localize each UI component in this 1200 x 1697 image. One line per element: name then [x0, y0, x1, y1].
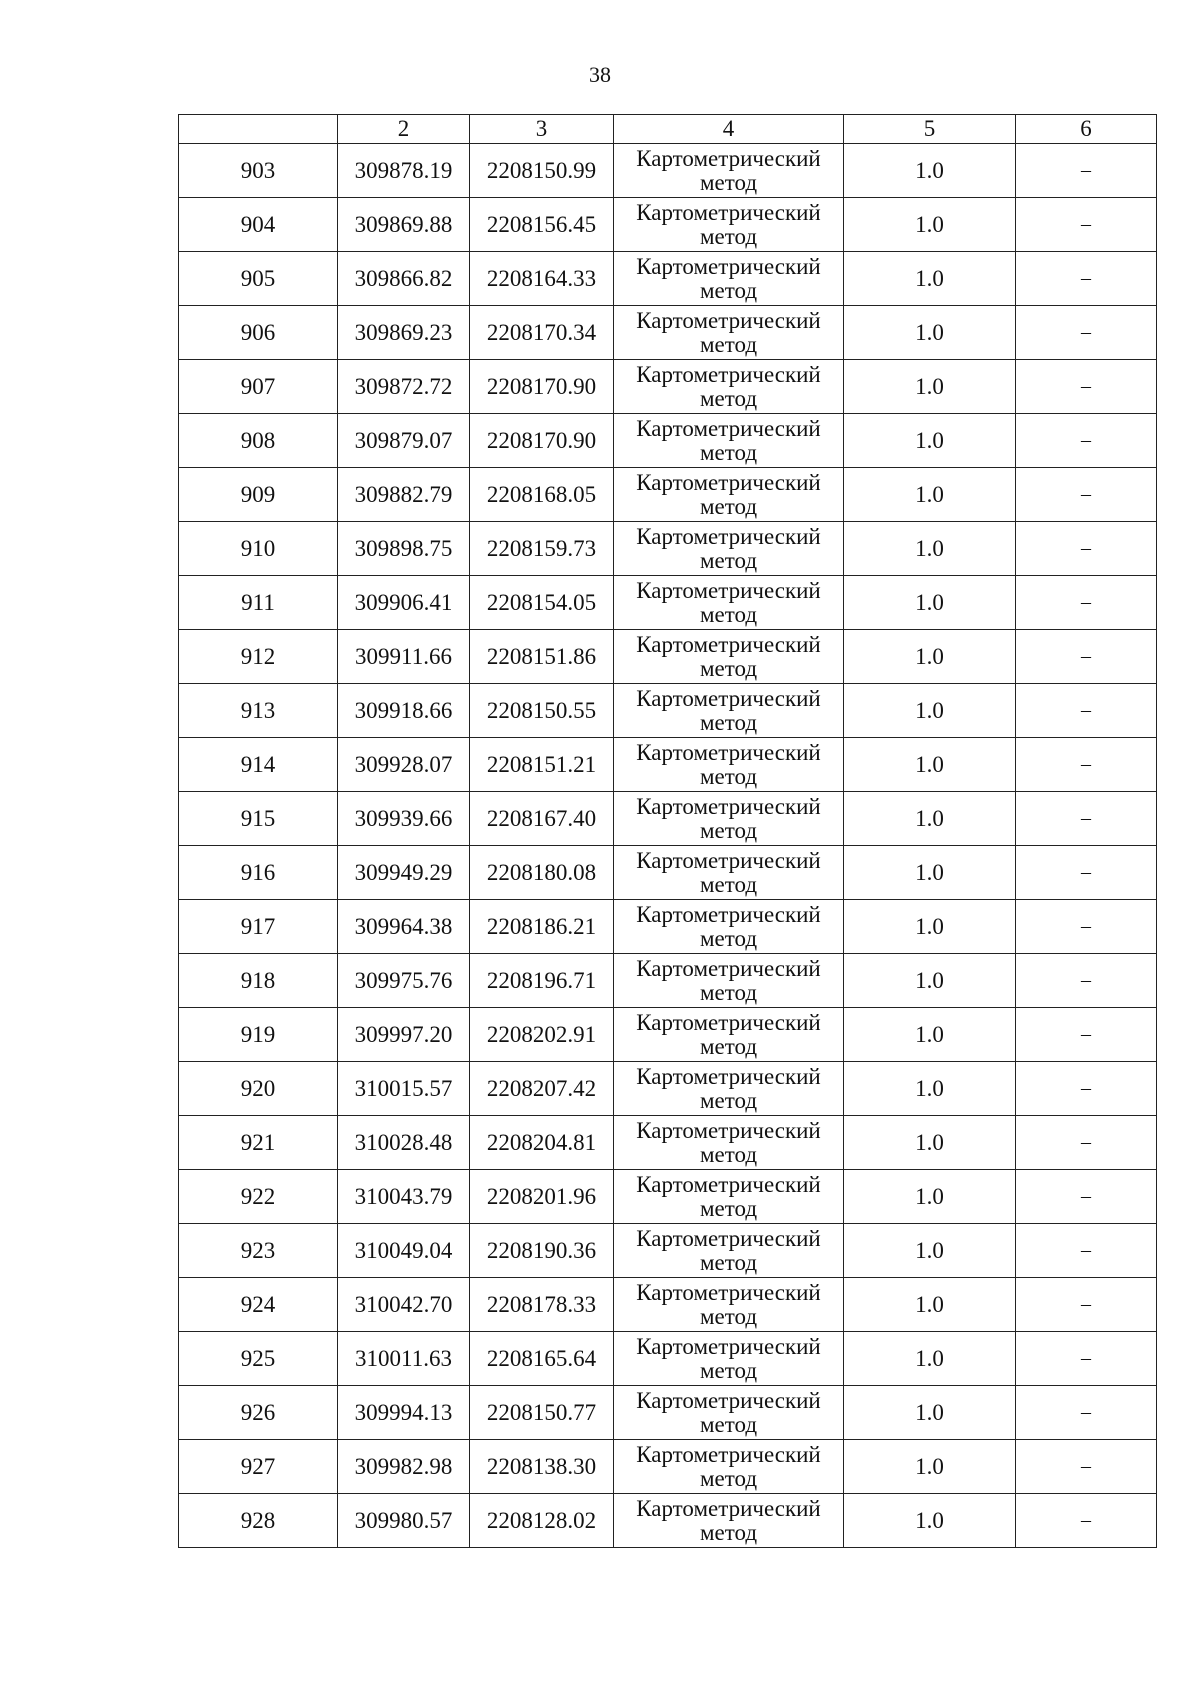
method-line-1: Картометрический	[636, 1495, 821, 1521]
table-row	[179, 144, 1157, 198]
note-cell: –	[1016, 738, 1157, 792]
point-number-cell: 911	[179, 576, 338, 630]
method-line-1: Картометрический	[636, 415, 821, 441]
note-cell: –	[1016, 306, 1157, 360]
accuracy-cell: 1.0	[844, 630, 1016, 684]
method-line-2: метод	[699, 1249, 758, 1275]
point-number-cell: 913	[179, 684, 338, 738]
method-line-2: метод	[699, 1195, 758, 1221]
accuracy-cell: 1.0	[844, 414, 1016, 468]
note-cell: –	[1016, 954, 1157, 1008]
method-line-2: метод	[699, 979, 758, 1005]
x-coordinate-cell: 309906.41	[338, 576, 470, 630]
method-line-1: Картометрический	[636, 631, 821, 657]
x-coordinate-cell: 309882.79	[338, 468, 470, 522]
y-coordinate-cell: 2208164.33	[470, 252, 614, 306]
y-coordinate-cell: 2208150.77	[470, 1386, 614, 1440]
point-number-cell: 919	[179, 1008, 338, 1062]
point-number-cell: 912	[179, 630, 338, 684]
point-number-cell: 922	[179, 1170, 338, 1224]
note-cell: –	[1016, 252, 1157, 306]
method-line-1: Картометрический	[636, 253, 821, 279]
y-coordinate-cell: 2208196.71	[470, 954, 614, 1008]
accuracy-cell: 1.0	[844, 360, 1016, 414]
y-coordinate-cell: 2208170.90	[470, 414, 614, 468]
x-coordinate-cell: 309949.29	[338, 846, 470, 900]
x-coordinate-cell: 309879.07	[338, 414, 470, 468]
y-coordinate-cell: 2208170.90	[470, 360, 614, 414]
method-cell	[614, 360, 844, 414]
accuracy-cell: 1.0	[844, 1224, 1016, 1278]
method-line-1: Картометрический	[636, 577, 821, 603]
method-line-1: Картометрический	[636, 1063, 821, 1089]
x-coordinate-cell: 309918.66	[338, 684, 470, 738]
method-cell	[614, 1332, 844, 1386]
accuracy-cell: 1.0	[844, 738, 1016, 792]
point-number-cell: 903	[179, 144, 338, 198]
table-row	[179, 252, 1157, 306]
method-cell	[614, 522, 844, 576]
y-coordinate-cell: 2208207.42	[470, 1062, 614, 1116]
method-cell	[614, 900, 844, 954]
method-cell	[614, 630, 844, 684]
note-cell: –	[1016, 1386, 1157, 1440]
y-coordinate-cell: 2208190.36	[470, 1224, 614, 1278]
x-coordinate-cell: 309878.19	[338, 144, 470, 198]
method-cell	[614, 252, 844, 306]
table-row	[179, 306, 1157, 360]
method-line-1: Картометрический	[636, 1333, 821, 1359]
method-line-1: Картометрический	[636, 1387, 821, 1413]
method-line-1: Картометрический	[636, 199, 821, 225]
table-row	[179, 522, 1157, 576]
point-number-cell: 925	[179, 1332, 338, 1386]
x-coordinate-cell: 309869.88	[338, 198, 470, 252]
method-line-1: Картометрический	[636, 523, 821, 549]
x-coordinate-cell: 309997.20	[338, 1008, 470, 1062]
x-coordinate-cell: 310011.63	[338, 1332, 470, 1386]
accuracy-cell: 1.0	[844, 1170, 1016, 1224]
point-number-cell: 917	[179, 900, 338, 954]
method-line-1: Картометрический	[636, 469, 821, 495]
x-coordinate-cell: 309928.07	[338, 738, 470, 792]
y-coordinate-cell: 2208170.34	[470, 306, 614, 360]
method-cell	[614, 1440, 844, 1494]
accuracy-cell: 1.0	[844, 954, 1016, 1008]
accuracy-cell: 1.0	[844, 144, 1016, 198]
point-number-cell: 923	[179, 1224, 338, 1278]
method-line-1: Картометрический	[636, 1117, 821, 1143]
method-line-2: метод	[699, 1519, 758, 1545]
method-line-1: Картометрический	[636, 1441, 821, 1467]
y-coordinate-cell: 2208150.55	[470, 684, 614, 738]
x-coordinate-cell: 309898.75	[338, 522, 470, 576]
accuracy-cell: 1.0	[844, 1062, 1016, 1116]
method-line-2: метод	[699, 385, 758, 411]
method-line-1: Картометрический	[636, 1009, 821, 1035]
method-line-2: метод	[699, 763, 758, 789]
y-coordinate-cell: 2208202.91	[470, 1008, 614, 1062]
method-line-2: метод	[699, 439, 758, 465]
y-coordinate-cell: 2208165.64	[470, 1332, 614, 1386]
table-row	[179, 1008, 1157, 1062]
accuracy-cell: 1.0	[844, 468, 1016, 522]
table-row	[179, 576, 1157, 630]
table-header-row	[179, 115, 1157, 144]
accuracy-cell: 1.0	[844, 684, 1016, 738]
table-row	[179, 1494, 1157, 1548]
method-cell	[614, 1008, 844, 1062]
y-coordinate-cell: 2208159.73	[470, 522, 614, 576]
point-number-cell: 915	[179, 792, 338, 846]
method-cell	[614, 1062, 844, 1116]
accuracy-cell: 1.0	[844, 1440, 1016, 1494]
table-row	[179, 792, 1157, 846]
header-col-4: 4	[614, 115, 844, 144]
method-line-2: метод	[699, 655, 758, 681]
table-row	[179, 684, 1157, 738]
note-cell: –	[1016, 900, 1157, 954]
note-cell: –	[1016, 684, 1157, 738]
point-number-cell: 904	[179, 198, 338, 252]
x-coordinate-cell: 309964.38	[338, 900, 470, 954]
method-line-2: метод	[699, 493, 758, 519]
point-number-cell: 920	[179, 1062, 338, 1116]
table-row	[179, 360, 1157, 414]
method-cell	[614, 1116, 844, 1170]
table-row	[179, 1386, 1157, 1440]
header-col-1	[179, 115, 338, 144]
method-line-2: метод	[699, 1465, 758, 1491]
method-line-2: метод	[699, 223, 758, 249]
accuracy-cell: 1.0	[844, 900, 1016, 954]
y-coordinate-cell: 2208180.08	[470, 846, 614, 900]
note-cell: –	[1016, 1332, 1157, 1386]
x-coordinate-cell: 309975.76	[338, 954, 470, 1008]
note-cell: –	[1016, 360, 1157, 414]
y-coordinate-cell: 2208186.21	[470, 900, 614, 954]
point-number-cell: 907	[179, 360, 338, 414]
note-cell: –	[1016, 630, 1157, 684]
accuracy-cell: 1.0	[844, 522, 1016, 576]
point-number-cell: 906	[179, 306, 338, 360]
method-cell	[614, 1224, 844, 1278]
x-coordinate-cell: 310015.57	[338, 1062, 470, 1116]
note-cell: –	[1016, 1224, 1157, 1278]
x-coordinate-cell: 310043.79	[338, 1170, 470, 1224]
method-line-2: метод	[699, 925, 758, 951]
table-row	[179, 738, 1157, 792]
point-number-cell: 926	[179, 1386, 338, 1440]
point-number-cell: 910	[179, 522, 338, 576]
method-line-2: метод	[699, 871, 758, 897]
accuracy-cell: 1.0	[844, 1008, 1016, 1062]
point-number-cell: 914	[179, 738, 338, 792]
note-cell: –	[1016, 1116, 1157, 1170]
point-number-cell: 924	[179, 1278, 338, 1332]
point-number-cell: 927	[179, 1440, 338, 1494]
table-row	[179, 414, 1157, 468]
method-line-1: Картометрический	[636, 901, 821, 927]
method-cell	[614, 792, 844, 846]
method-line-1: Картометрический	[636, 955, 821, 981]
x-coordinate-cell: 309869.23	[338, 306, 470, 360]
table-row	[179, 1062, 1157, 1116]
method-line-1: Картометрический	[636, 685, 821, 711]
table-row	[179, 1440, 1157, 1494]
method-cell	[614, 1494, 844, 1548]
note-cell: –	[1016, 144, 1157, 198]
point-number-cell: 908	[179, 414, 338, 468]
note-cell: –	[1016, 1170, 1157, 1224]
accuracy-cell: 1.0	[844, 576, 1016, 630]
method-cell	[614, 468, 844, 522]
method-line-1: Картометрический	[636, 847, 821, 873]
method-cell	[614, 1386, 844, 1440]
method-line-1: Картометрический	[636, 307, 821, 333]
method-line-1: Картометрический	[636, 1171, 821, 1197]
header-col-2: 2	[338, 115, 470, 144]
table-row	[179, 1224, 1157, 1278]
accuracy-cell: 1.0	[844, 1116, 1016, 1170]
y-coordinate-cell: 2208204.81	[470, 1116, 614, 1170]
method-line-1: Картометрический	[636, 1279, 821, 1305]
method-cell	[614, 954, 844, 1008]
method-line-2: метод	[699, 1357, 758, 1383]
x-coordinate-cell: 309911.66	[338, 630, 470, 684]
method-line-2: метод	[699, 1411, 758, 1437]
point-number-cell: 905	[179, 252, 338, 306]
method-line-2: метод	[699, 1087, 758, 1113]
y-coordinate-cell: 2208201.96	[470, 1170, 614, 1224]
y-coordinate-cell: 2208128.02	[470, 1494, 614, 1548]
x-coordinate-cell: 309866.82	[338, 252, 470, 306]
y-coordinate-cell: 2208168.05	[470, 468, 614, 522]
method-cell	[614, 576, 844, 630]
note-cell: –	[1016, 198, 1157, 252]
note-cell: –	[1016, 1062, 1157, 1116]
x-coordinate-cell: 310049.04	[338, 1224, 470, 1278]
point-number-cell: 918	[179, 954, 338, 1008]
table-row	[179, 468, 1157, 522]
point-number-cell: 921	[179, 1116, 338, 1170]
page-number: 38	[589, 62, 611, 87]
method-line-2: метод	[699, 547, 758, 573]
accuracy-cell: 1.0	[844, 792, 1016, 846]
method-line-2: метод	[699, 1303, 758, 1329]
table-row	[179, 846, 1157, 900]
y-coordinate-cell: 2208151.86	[470, 630, 614, 684]
x-coordinate-cell: 309994.13	[338, 1386, 470, 1440]
method-line-2: метод	[699, 1141, 758, 1167]
table-row	[179, 1278, 1157, 1332]
table-body	[179, 144, 1157, 1548]
note-cell: –	[1016, 576, 1157, 630]
accuracy-cell: 1.0	[844, 1278, 1016, 1332]
y-coordinate-cell: 2208167.40	[470, 792, 614, 846]
method-cell	[614, 846, 844, 900]
header-col-5: 5	[844, 115, 1016, 144]
header-col-6: 6	[1016, 115, 1157, 144]
note-cell: –	[1016, 414, 1157, 468]
accuracy-cell: 1.0	[844, 846, 1016, 900]
table-row	[179, 1332, 1157, 1386]
note-cell: –	[1016, 522, 1157, 576]
method-cell	[614, 1170, 844, 1224]
note-cell: –	[1016, 1494, 1157, 1548]
y-coordinate-cell: 2208154.05	[470, 576, 614, 630]
accuracy-cell: 1.0	[844, 198, 1016, 252]
method-cell	[614, 198, 844, 252]
table-row	[179, 630, 1157, 684]
y-coordinate-cell: 2208138.30	[470, 1440, 614, 1494]
method-line-1: Картометрический	[636, 739, 821, 765]
method-line-2: метод	[699, 331, 758, 357]
method-line-1: Картометрический	[636, 1225, 821, 1251]
header-col-3: 3	[470, 115, 614, 144]
y-coordinate-cell: 2208151.21	[470, 738, 614, 792]
y-coordinate-cell: 2208156.45	[470, 198, 614, 252]
y-coordinate-cell: 2208178.33	[470, 1278, 614, 1332]
note-cell: –	[1016, 1008, 1157, 1062]
method-line-1: Картометрический	[636, 145, 821, 171]
table-row	[179, 1170, 1157, 1224]
x-coordinate-cell: 310028.48	[338, 1116, 470, 1170]
method-cell	[614, 144, 844, 198]
x-coordinate-cell: 309939.66	[338, 792, 470, 846]
point-number-cell: 909	[179, 468, 338, 522]
method-cell	[614, 306, 844, 360]
x-coordinate-cell: 309980.57	[338, 1494, 470, 1548]
method-cell	[614, 414, 844, 468]
method-cell	[614, 738, 844, 792]
accuracy-cell: 1.0	[844, 252, 1016, 306]
point-number-cell: 928	[179, 1494, 338, 1548]
method-line-2: метод	[699, 169, 758, 195]
method-cell	[614, 1278, 844, 1332]
x-coordinate-cell: 310042.70	[338, 1278, 470, 1332]
method-line-2: метод	[699, 277, 758, 303]
accuracy-cell: 1.0	[844, 1494, 1016, 1548]
accuracy-cell: 1.0	[844, 1332, 1016, 1386]
point-number-cell: 916	[179, 846, 338, 900]
y-coordinate-cell: 2208150.99	[470, 144, 614, 198]
method-line-1: Картометрический	[636, 793, 821, 819]
x-coordinate-cell: 309982.98	[338, 1440, 470, 1494]
table-row	[179, 1116, 1157, 1170]
method-cell	[614, 684, 844, 738]
accuracy-cell: 1.0	[844, 306, 1016, 360]
method-line-2: метод	[699, 709, 758, 735]
note-cell: –	[1016, 1278, 1157, 1332]
method-line-2: метод	[699, 601, 758, 627]
note-cell: –	[1016, 468, 1157, 522]
accuracy-cell: 1.0	[844, 1386, 1016, 1440]
table-row	[179, 954, 1157, 1008]
method-line-2: метод	[699, 1033, 758, 1059]
method-line-1: Картометрический	[636, 361, 821, 387]
method-line-2: метод	[699, 817, 758, 843]
table-row	[179, 198, 1157, 252]
x-coordinate-cell: 309872.72	[338, 360, 470, 414]
note-cell: –	[1016, 1440, 1157, 1494]
note-cell: –	[1016, 846, 1157, 900]
note-cell: –	[1016, 792, 1157, 846]
coordinates-table	[178, 114, 1157, 1548]
table-row	[179, 900, 1157, 954]
